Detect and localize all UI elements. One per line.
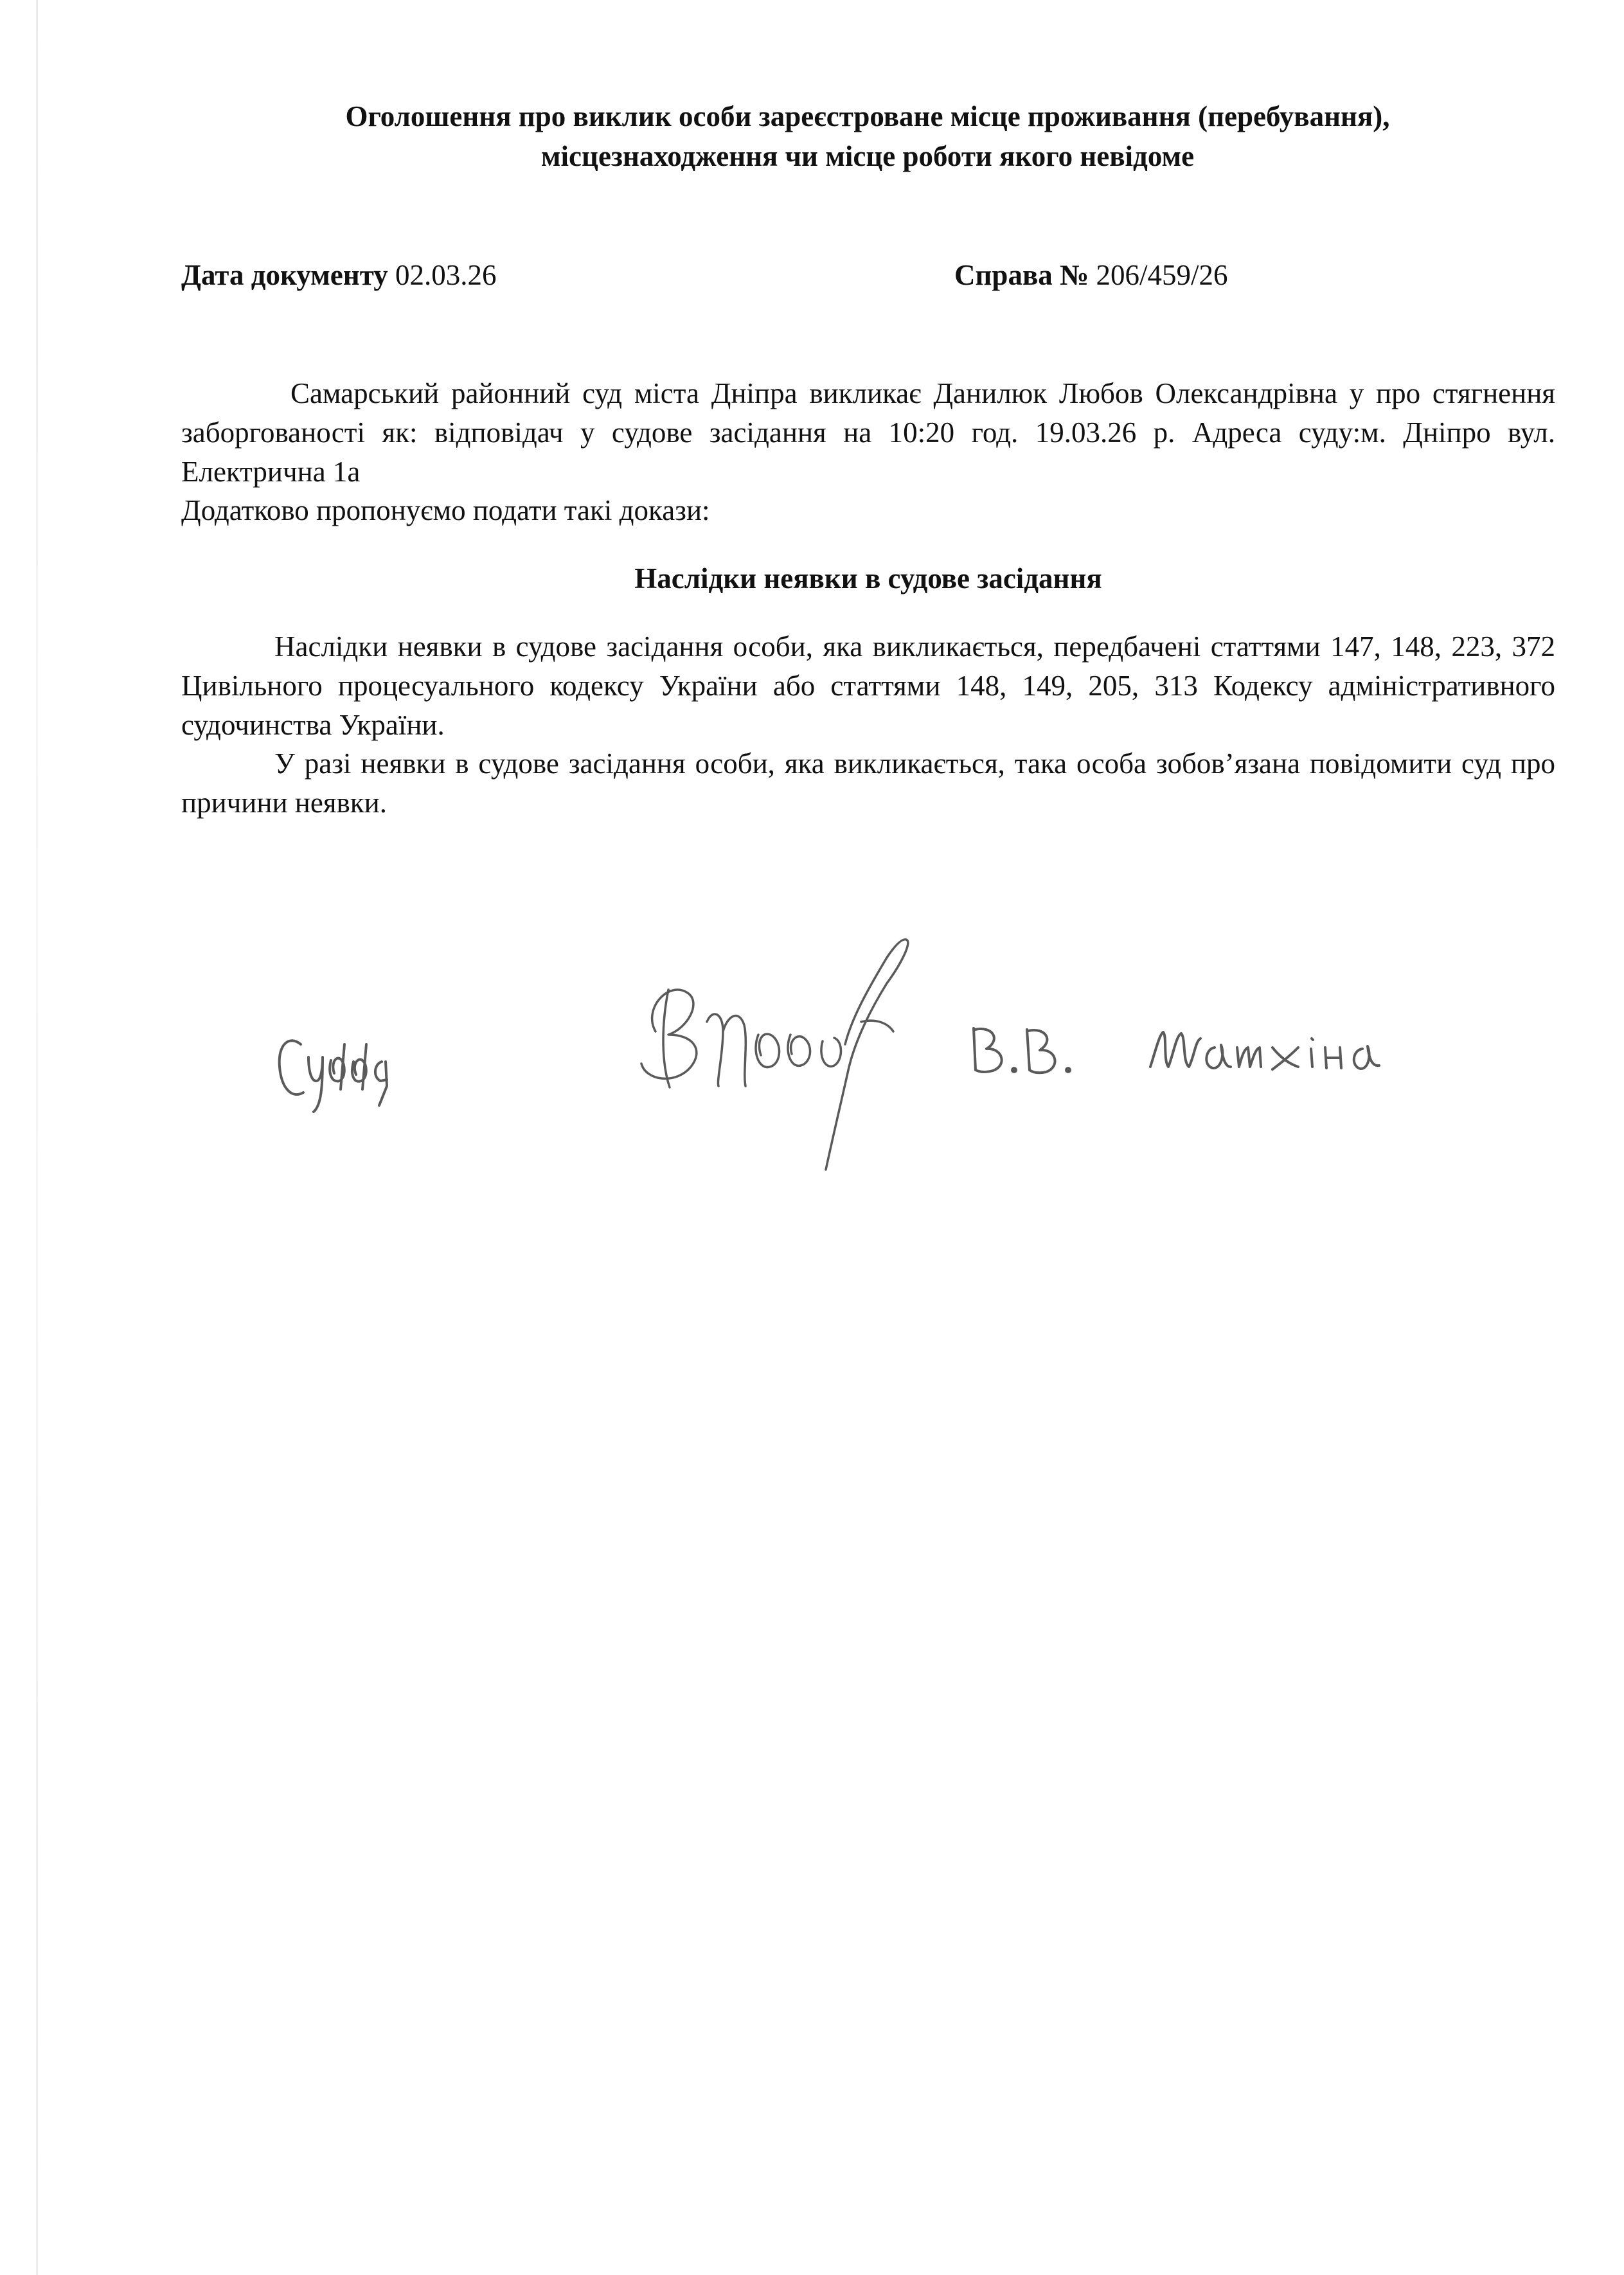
title-line-1: Оголошення про виклик особи зареєстроване місце проживання (перебування),	[345, 100, 1390, 132]
handwritten-surname	[1150, 1032, 1379, 1069]
evidence-paragraph: Додатково пропонуємо подати такі докази:	[181, 494, 710, 526]
date-label: Дата документу	[181, 259, 388, 291]
obligation-paragraph: У разі неявки в судове засідання особи, яка викликається, така особа зобов’язана повідомити суд про причини неявки.	[181, 747, 1555, 819]
document-date	[181, 256, 496, 294]
signature-block	[244, 913, 1465, 1234]
summons-paragraph: Самарський районний суд міста Дніпра викликає Данилюк Любов Олександрівна у про стягнення заборгованості як: відповідач у судове засідання на 10:20 год. 19.03.26 р. Адреса суду:м. Дніпро вул. Електрична 1а	[181, 377, 1555, 488]
title-line-2: місцезнаходження чи місце роботи якого невідоме	[540, 140, 1195, 172]
scan-edge-shadow	[36, 0, 38, 2275]
case-value: 206/459/26	[1096, 259, 1228, 291]
handwritten-role-judge	[280, 1040, 387, 1112]
document-title	[180, 96, 1555, 176]
handwritten-signature-scribble	[641, 940, 908, 1170]
consequences-paragraph: Наслідки неявки в судове засідання особи, яка викликається, передбачені статтями 147, 148, 223, 372 Цивільного процесуального кодексу України або статтями 148, 149, 205, 313 Кодексу адміністративного судочинства України.	[181, 630, 1555, 741]
document-meta-row	[181, 256, 1557, 294]
case-label: Справа №	[954, 259, 1089, 291]
consequences-heading: Наслідки неявки в судове засідання	[634, 562, 1102, 594]
handwritten-initials	[974, 1028, 1070, 1073]
date-value: 02.03.26	[395, 259, 497, 291]
case-number	[954, 256, 1228, 294]
handwritten-signature-svg	[244, 913, 1465, 1234]
